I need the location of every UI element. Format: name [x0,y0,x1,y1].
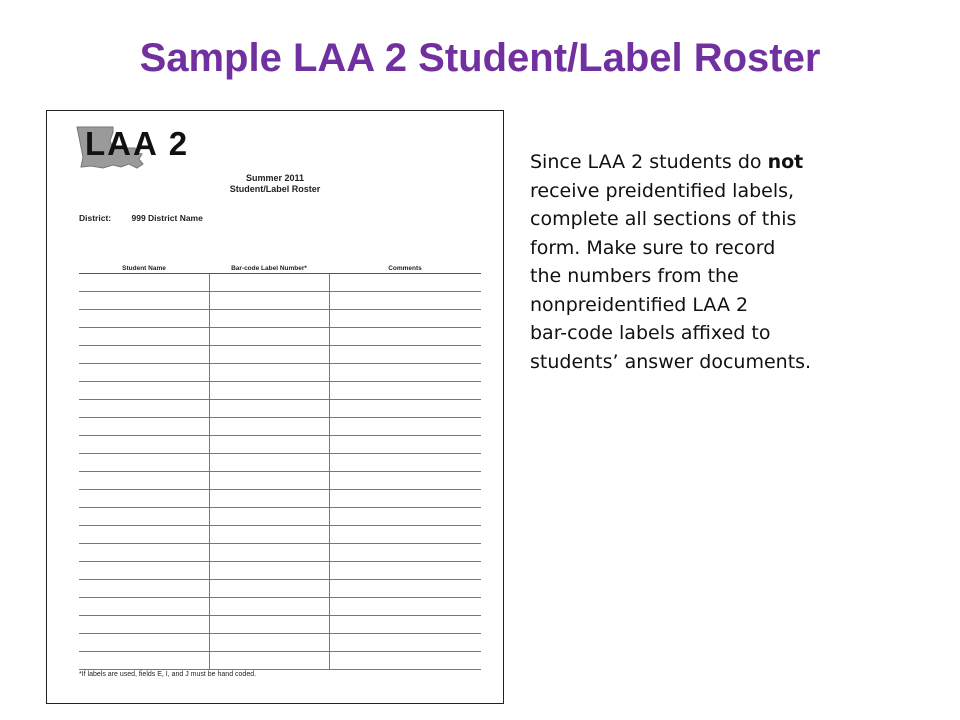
emphasis-not: not [767,151,804,173]
roster-cell [329,472,481,490]
roster-cell [209,526,329,544]
roster-cell [79,490,209,508]
roster-row [79,418,481,436]
roster-cell [209,598,329,616]
roster-cell [79,418,209,436]
roster-cell [209,382,329,400]
roster-row [79,634,481,652]
roster-row [79,580,481,598]
roster-cell [209,274,329,292]
roster-row [79,598,481,616]
logo-text: LAA 2 [85,125,190,162]
roster-cell [329,652,481,670]
roster-cell [209,616,329,634]
roster-cell [79,436,209,454]
roster-cell [79,652,209,670]
roster-row [79,526,481,544]
roster-cell [329,328,481,346]
roster-cell [79,634,209,652]
slide-title: Sample LAA 2 Student/Label Roster [139,36,821,80]
roster-cell [79,364,209,382]
roster-cell [329,616,481,634]
roster-cell [79,346,209,364]
roster-cell [329,634,481,652]
district-row [79,213,203,223]
roster-body [79,274,481,670]
roster-row [79,490,481,508]
roster-cell [79,526,209,544]
district-label: District: [79,213,112,223]
roster-cell [209,310,329,328]
roster-row [79,616,481,634]
roster-cell [209,454,329,472]
roster-row [79,400,481,418]
roster-cell [329,526,481,544]
roster-row [79,454,481,472]
roster-row [79,274,481,292]
roster-cell [329,400,481,418]
roster-row [79,346,481,364]
roster-row [79,364,481,382]
roster-cell [79,328,209,346]
description-line: complete all sections of this [530,208,797,230]
column-header-comments: Comments [329,264,481,274]
description-line: Since LAA 2 students do not [530,151,804,173]
roster-cell [209,544,329,562]
description-line: the numbers from the [530,265,739,287]
roster-cell [79,544,209,562]
roster-cell [209,580,329,598]
roster-row [79,562,481,580]
roster-cell [79,472,209,490]
roster-cell [329,310,481,328]
roster-row [79,652,481,670]
roster-row [79,292,481,310]
column-header-barcode: Bar-code Label Number* [209,264,329,274]
roster-cell [329,418,481,436]
roster-cell [79,310,209,328]
roster-cell [329,508,481,526]
roster-cell [209,418,329,436]
roster-row [79,328,481,346]
roster-cell [209,364,329,382]
roster-cell [79,274,209,292]
description-text [530,148,940,376]
description-line: nonpreidentified LAA 2 [530,293,749,316]
roster-cell [209,436,329,454]
roster-cell [79,382,209,400]
roster-cell [329,364,481,382]
roster-row [79,310,481,328]
form-heading-year: Summer 2011 [245,173,305,183]
roster-cell [329,436,481,454]
district-value: 999 District Name [131,213,203,223]
roster-cell [329,454,481,472]
roster-cell [329,598,481,616]
description-line: students’ answer documents. [530,350,812,373]
roster-row [79,508,481,526]
roster-cell [209,490,329,508]
roster-cell [209,562,329,580]
roster-cell [79,598,209,616]
roster-cell [209,328,329,346]
roster-cell [329,490,481,508]
roster-form-image [46,110,504,704]
roster-cell [329,346,481,364]
roster-row [79,382,481,400]
description-line: receive preidentified labels, [530,179,795,202]
roster-cell [329,544,481,562]
roster-cell [209,634,329,652]
roster-cell [209,472,329,490]
description-line: bar-code labels affixed to [530,322,771,344]
roster-cell [329,274,481,292]
roster-row [79,544,481,562]
form-heading-title: Student/Label Roster [229,184,321,194]
roster-cell [329,292,481,310]
roster-cell [79,454,209,472]
roster-cell [209,400,329,418]
column-header-student-name: Student Name [79,264,209,274]
roster-cell [209,346,329,364]
roster-cell [79,508,209,526]
roster-cell [79,400,209,418]
roster-table [79,264,481,670]
roster-row [79,436,481,454]
roster-cell [209,652,329,670]
roster-cell [79,580,209,598]
roster-cell [79,292,209,310]
roster-cell [209,508,329,526]
roster-header-row [79,264,481,274]
roster-cell [329,562,481,580]
roster-cell [209,292,329,310]
description-line: form. Make sure to record [530,236,776,259]
roster-cell [79,562,209,580]
roster-cell [329,580,481,598]
form-footnote: *If labels are used, fields E, I, and J must be hand coded. [79,671,257,678]
roster-cell [329,382,481,400]
roster-cell [79,616,209,634]
roster-row [79,472,481,490]
